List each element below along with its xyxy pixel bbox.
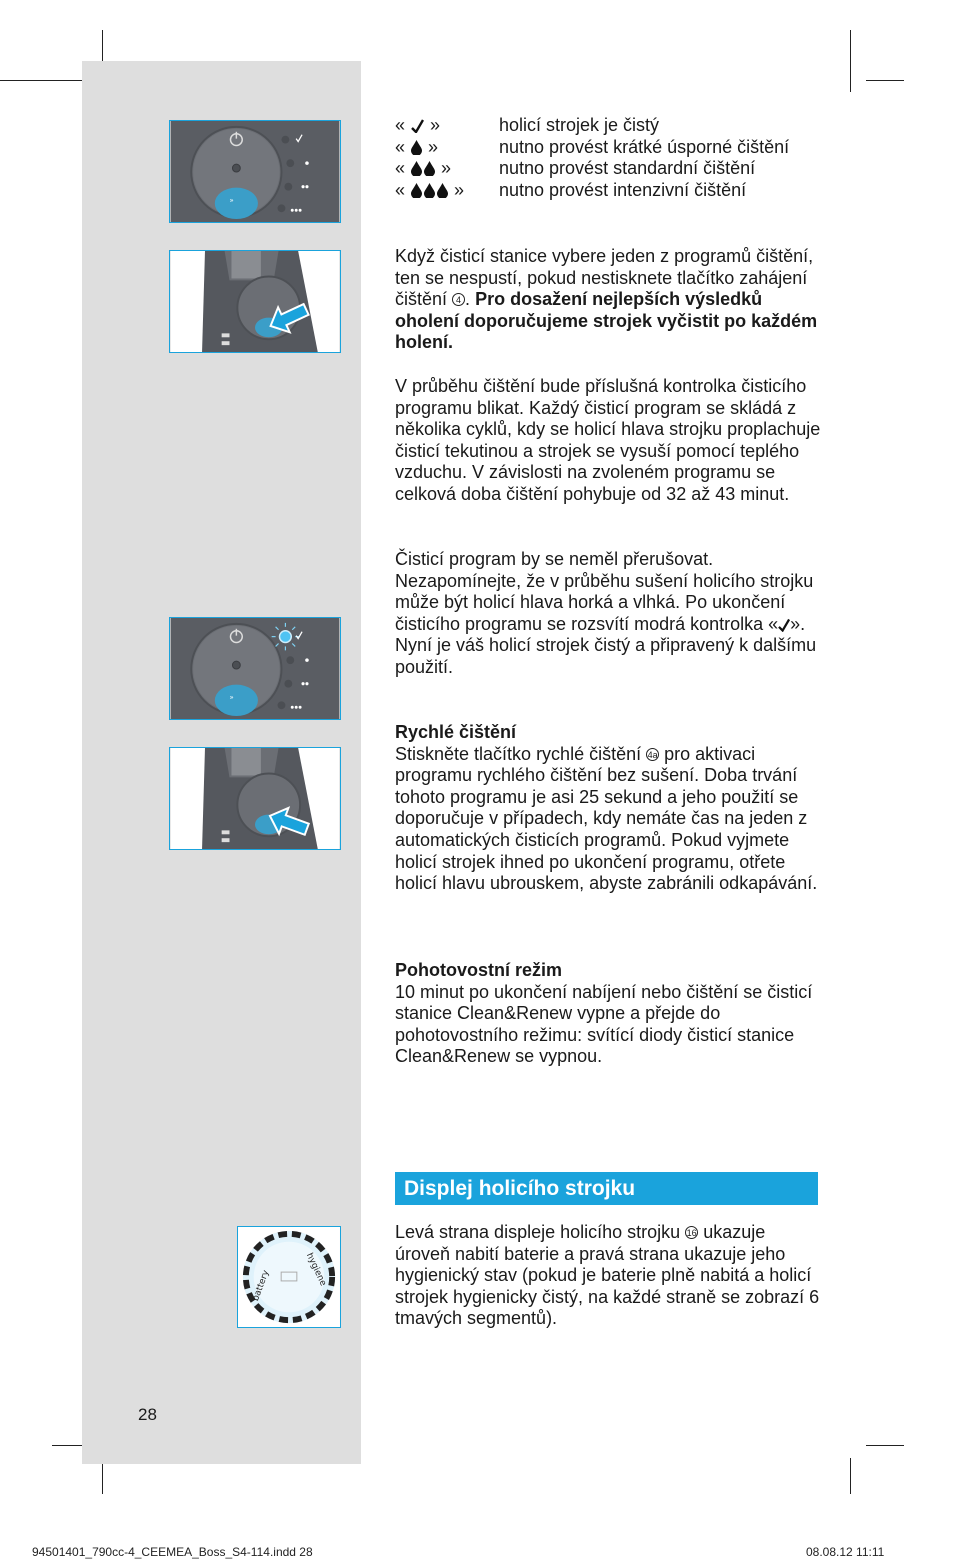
- reference-number: 16: [686, 1228, 697, 1238]
- footer-file-info: 94501401_790cc-4_CEEMEA_Boss_S4-114.indd 28: [32, 1545, 313, 1559]
- reference-number: 4: [452, 293, 465, 306]
- crop-mark: [866, 80, 904, 81]
- page-number: 28: [138, 1405, 157, 1424]
- section-standby: Pohotovostní režim 10 minut po ukončení nabíjení nebo čištění se čisticí stanice Clean&Renew vypne a přejde do pohotovostního režimu: svítící diody čisticí stanice Clean&Renew se vypnou.: [395, 960, 825, 1068]
- drop-icon: [424, 161, 435, 176]
- crop-mark: [866, 1445, 904, 1446]
- legend-row-short: « » nutno provést krátké úsporné čištění: [395, 136, 790, 157]
- legend-row-intensive: « » nutno provést intenzivní čištění: [395, 179, 747, 200]
- station-illustration: [170, 251, 340, 352]
- legend-text: nutno provést standardní čištění: [499, 158, 756, 179]
- section-heading: Displej holicího strojku: [395, 1172, 818, 1205]
- shaver-display-illustration: [238, 1227, 340, 1327]
- control-panel-lit-figure: [169, 617, 341, 720]
- svg-text:»: »: [229, 196, 234, 205]
- drop-icon: [437, 183, 448, 198]
- hygiene-label: hygiene: [303, 1251, 328, 1288]
- paragraph-cleaning-cycle: V průběhu čištění bude příslušná kontrolka čisticího programu blikat. Každý čisticí program se skládá z několika cyklů, kdy se holicí hlava strojku proplachuje čisticí tekutinou a strojek se vysuší pomocí teplého vzduchu. V závislosti na zvoleném programu se celková doba čištění pohybuje od 32 až 43 minut.: [395, 376, 821, 504]
- svg-text:»: »: [229, 693, 234, 702]
- checkmark-icon: [778, 618, 790, 632]
- control-panel-illustration: [170, 121, 340, 222]
- drop-icon: [411, 161, 422, 176]
- battery-label: battery: [251, 1268, 272, 1303]
- legend-text: nutno provést krátké úsporné čištění: [499, 136, 790, 157]
- crop-mark: [850, 30, 851, 92]
- control-panel-figure: [169, 120, 341, 223]
- drop-icon: [411, 140, 422, 155]
- legend-row-clean: « » holicí strojek je čistý: [395, 115, 660, 135]
- status-legend: [395, 115, 825, 201]
- legend-row-standard: « » nutno provést standardní čištění: [395, 158, 756, 179]
- station-quick-clean-figure: [169, 747, 341, 850]
- station-quick-illustration: [170, 748, 340, 849]
- paragraph-program-select: Když čisticí stanice vybere jeden z programů čištění, ten se nespustí, pokud nestisknete tlačítko zahájení čištění 4 . Pro dosažení nejlepších výsledků oholení doporučujeme strojek vyčistit po každém holení.: [395, 246, 818, 353]
- standby-title: Pohotovostní režim: [395, 960, 563, 980]
- section-quick-clean: Rychlé čištění Stiskněte tlačítko rychlé čištění 4a pro aktivaci programu rychlého čištění bez sušení. Doba trvání tohoto programu je asi 25 sekund a jeho použití se doporučuje v případech, kdy nemáte čas na jeden z automatických čisticích programů. Pokud vyjmete holicí strojek ihned po ukončení programu, otřete holicí hlavu ubrouskem, abyste zabránili odkapávání.: [395, 722, 825, 895]
- checkmark-icon: [411, 119, 424, 133]
- station-button-figure: [169, 250, 341, 353]
- legend-text: nutno provést intenzivní čištění: [499, 179, 747, 200]
- drop-icon: [424, 183, 435, 198]
- drop-icon: [411, 183, 422, 198]
- reference-number: 4a: [647, 749, 658, 760]
- shaver-display-figure: [237, 1226, 341, 1328]
- legend-text: holicí strojek je čistý: [499, 115, 660, 135]
- quick-clean-title: Rychlé čištění: [395, 722, 517, 742]
- paragraph-end-of-program: Čisticí program by se neměl přerušovat. Nezapomínejte, že v průběhu sušení holicího strojku může být holicí hlava horká a vlhká. Po ukončení čisticího programu se rozsvítí modrá kontrolka « ». Nyní je váš holicí strojek čistý a připravený k dalšímu použití.: [395, 549, 817, 677]
- control-panel-lit-illustration: [170, 618, 340, 719]
- crop-mark: [0, 80, 82, 81]
- paragraph-display: Levá strana displeje holicího strojku 16 ukazuje úroveň nabití baterie a pravá strana ukazuje jeho hygienický stav (pokud je baterie plně nabitá a holicí strojek hygienicky čistý, na každé straně se zobrazí 6 tmavých segmentů).: [395, 1222, 820, 1329]
- footer-date: 08.08.12 11:11: [806, 1545, 885, 1559]
- crop-mark: [850, 1458, 851, 1494]
